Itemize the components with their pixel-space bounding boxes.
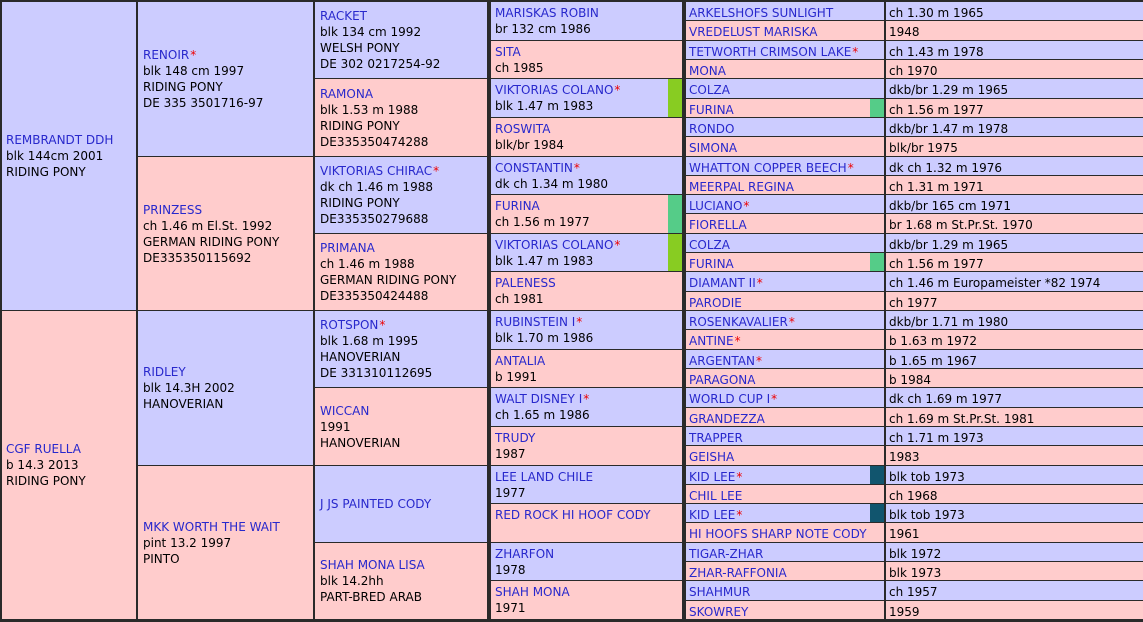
pedigree-gen5-info-cell <box>886 523 1143 542</box>
horse-name-link[interactable]: FIORELLA <box>689 218 747 232</box>
pedigree-gen5-info-cell <box>886 485 1143 503</box>
horse-name-link[interactable]: TRAPPER <box>689 431 743 445</box>
horse-name-link[interactable]: SHAH MONA LISA <box>320 558 425 572</box>
horse-detail: ch 1.69 m St.Pr.St. 1981 <box>889 412 1035 426</box>
pedigree-gen5-info-cell <box>886 408 1143 426</box>
pedigree-gen5-name-cell <box>686 118 884 136</box>
pedigree-gen5-info-cell <box>886 388 1143 407</box>
pedigree-gen4-cell <box>491 118 682 156</box>
pedigree-gen5-info-cell <box>886 504 1143 522</box>
horse-name-link[interactable]: COLZA <box>689 83 730 97</box>
pedigree-gen5-name-cell <box>686 485 884 503</box>
horse-detail: ch 1.46 m El.St. 1992 <box>143 218 273 233</box>
pedigree-gen5-info-cell <box>886 446 1143 465</box>
horse-detail: b 1984 <box>889 373 931 387</box>
pedigree-gen5-info-cell <box>886 581 1143 600</box>
horse-detail: b 1991 <box>495 370 537 384</box>
horse-detail: blk 1.70 m 1986 <box>495 331 594 345</box>
horse-detail: blk/br 1975 <box>889 141 958 155</box>
pedigree-gen5-name-cell <box>686 272 884 291</box>
pedigree-gen5-name-cell <box>686 41 884 59</box>
horse-name-link[interactable]: LUCIANO <box>689 199 743 213</box>
horse-name-link[interactable]: ROSENKAVALIER <box>689 315 788 329</box>
pedigree-gen4-cell <box>491 504 682 542</box>
color-marker <box>870 99 884 117</box>
horse-name-link[interactable]: VIKTORIAS COLANO <box>495 238 614 252</box>
horse-name-link[interactable]: TRUDY <box>495 431 536 445</box>
horse-detail: ch 1.30 m 1965 <box>889 6 984 20</box>
horse-detail: pint 13.2 1997 <box>143 535 232 550</box>
horse-detail: ch 1.56 m 1977 <box>889 103 984 117</box>
horse-detail: 1971 <box>495 601 526 615</box>
horse-detail: dkb/br 1.47 m 1978 <box>889 122 1009 136</box>
pedigree-gen4-cell <box>491 2 682 40</box>
pedigree-gen2-sd <box>138 157 313 310</box>
pedigree-gen4-cell <box>491 272 682 310</box>
pedigree-gen5-info-cell <box>886 157 1143 175</box>
pedigree-gen5-info-cell <box>886 2 1143 20</box>
pedigree-gen5-info-cell <box>886 99 1143 117</box>
horse-detail: 1961 <box>889 527 920 541</box>
pedigree-gen5-name-cell <box>686 504 884 522</box>
horse-detail: dkb/br 1.71 m 1980 <box>889 315 1009 329</box>
star-marker: * <box>852 45 859 59</box>
horse-name-link[interactable]: PRIMANA <box>320 241 375 255</box>
star-marker: * <box>743 199 750 213</box>
horse-name-link[interactable]: CONSTANTIN <box>495 161 573 175</box>
star-marker: * <box>614 238 621 252</box>
pedigree-gen5-name-cell <box>686 466 884 484</box>
horse-detail: blk 14.2hh <box>320 574 384 588</box>
horse-name-link[interactable]: WHATTON COPPER BEECH <box>689 161 847 175</box>
horse-detail: dk ch 1.46 m 1988 <box>320 180 433 194</box>
horse-name-link[interactable]: LEE LAND CHILE <box>495 470 594 484</box>
pedigree-gen5-name-cell <box>686 99 884 117</box>
horse-detail: br 1.68 m St.Pr.St. 1970 <box>889 218 1033 232</box>
pedigree-gen3-dsd <box>315 388 487 465</box>
horse-detail: RIDING PONY <box>320 118 400 133</box>
horse-detail: ch 1.65 m 1986 <box>495 408 590 422</box>
pedigree-gen5-name-cell <box>686 388 884 407</box>
horse-detail: dk ch 1.32 m 1976 <box>889 161 1002 175</box>
pedigree-gen4-cell <box>491 234 682 271</box>
pedigree-gen5-name-cell <box>686 446 884 465</box>
horse-name-link[interactable]: PARAGONA <box>689 373 756 387</box>
color-marker <box>668 234 682 271</box>
horse-detail: DE335350474288 <box>320 134 429 149</box>
pedigree-gen2-dd <box>138 466 313 619</box>
pedigree-gen5-name-cell <box>686 311 884 329</box>
horse-detail: HANOVERIAN <box>143 397 224 411</box>
horse-detail: 1959 <box>889 605 920 619</box>
star-marker: * <box>583 392 590 406</box>
horse-name-link[interactable]: CHIL LEE <box>689 489 743 503</box>
pedigree-gen5-info-cell <box>886 292 1143 310</box>
horse-name-link[interactable]: PALENESS <box>495 276 556 290</box>
pedigree-gen5-info-cell <box>886 176 1143 194</box>
horse-detail: RIDING PONY <box>320 196 400 210</box>
star-marker: * <box>788 315 795 329</box>
horse-detail: HANOVERIAN <box>320 435 401 450</box>
horse-detail: ch 1968 <box>889 489 938 503</box>
horse-name-link[interactable]: ROTSPON <box>320 318 379 332</box>
horse-detail: blk tob 1973 <box>889 470 965 484</box>
horse-detail: DE 302 0217254-92 <box>320 57 441 71</box>
horse-detail: PART-BRED ARAB <box>320 590 422 604</box>
horse-name-link[interactable]: PRINZESS <box>143 202 203 217</box>
horse-detail: ch 1.31 m 1971 <box>889 180 984 194</box>
horse-detail: blk 144cm 2001 <box>6 149 104 163</box>
horse-detail: blk 1.47 m 1983 <box>495 99 594 113</box>
horse-detail: blk 1972 <box>889 547 942 561</box>
horse-detail: HANOVERIAN <box>320 350 401 364</box>
pedigree-gen4-cell <box>491 581 682 619</box>
horse-detail: dkb/br 165 cm 1971 <box>889 199 1011 213</box>
horse-detail: blk tob 1973 <box>889 508 965 522</box>
pedigree-gen5-name-cell <box>686 369 884 387</box>
pedigree-gen5-name-cell <box>686 408 884 426</box>
pedigree-gen5-info-cell <box>886 253 1143 271</box>
horse-name-link[interactable]: RUBINSTEIN I <box>495 315 576 329</box>
horse-name-link[interactable]: ZHARFON <box>495 547 555 561</box>
horse-name-link[interactable]: SHAHMUR <box>689 585 751 599</box>
pedigree-gen4-cell <box>491 427 682 465</box>
horse-detail: ch 1.56 m 1977 <box>495 215 590 229</box>
star-marker: * <box>736 470 743 484</box>
pedigree-gen5-info-cell <box>886 466 1143 484</box>
star-marker: * <box>190 48 197 62</box>
pedigree-gen3-sds <box>315 157 487 233</box>
horse-name-link[interactable]: HI HOOFS SHARP NOTE CODY <box>689 527 867 541</box>
pedigree-gen2-ds <box>138 311 313 465</box>
horse-detail: ch 1985 <box>495 61 544 75</box>
pedigree-gen5-name-cell <box>686 176 884 194</box>
pedigree-gen5-name-cell <box>686 350 884 368</box>
horse-detail: blk 1.53 m 1988 <box>320 102 419 117</box>
horse-name-link[interactable]: KID LEE <box>689 470 736 484</box>
horse-name-link[interactable]: WICCAN <box>320 403 370 418</box>
horse-name-link[interactable]: ROSWITA <box>495 122 551 136</box>
color-marker <box>870 504 884 522</box>
star-marker: * <box>847 161 854 175</box>
horse-detail: PINTO <box>143 551 180 566</box>
horse-detail: b 1.63 m 1972 <box>889 334 978 348</box>
horse-detail: ch 1.46 m 1988 <box>320 257 415 271</box>
horse-detail: 1977 <box>495 486 526 500</box>
pedigree-gen5-name-cell <box>686 427 884 445</box>
horse-name-link[interactable]: VIKTORIAS CHIRAC <box>320 164 433 178</box>
horse-name-link[interactable]: RACKET <box>320 9 368 23</box>
horse-detail: br 132 cm 1986 <box>495 22 591 36</box>
horse-name-link[interactable]: MARISKAS ROBIN <box>495 6 599 20</box>
horse-name-link[interactable]: RAMONA <box>320 86 374 101</box>
color-marker <box>870 253 884 271</box>
horse-name-link[interactable]: SITA <box>495 45 521 59</box>
horse-name-link[interactable]: FURINA <box>689 103 734 117</box>
horse-name-link[interactable]: ANTALIA <box>495 354 546 368</box>
star-marker: * <box>614 83 621 97</box>
pedigree-gen5-info-cell <box>886 330 1143 349</box>
horse-name-link[interactable]: ANTINE <box>689 334 734 348</box>
horse-detail: DE335350424488 <box>320 289 429 303</box>
pedigree-gen5-info-cell <box>886 427 1143 445</box>
pedigree-gen5-name-cell <box>686 562 884 580</box>
horse-detail: DE335350115692 <box>143 250 252 265</box>
pedigree-gen4-cell <box>491 41 682 78</box>
horse-detail: DE 335 3501716-97 <box>143 96 264 110</box>
pedigree-gen5-name-cell <box>686 214 884 233</box>
pedigree-gen5-info-cell <box>886 195 1143 213</box>
horse-name-link[interactable]: RED ROCK HI HOOF CODY <box>495 508 651 522</box>
pedigree-gen4-cell <box>491 466 682 503</box>
horse-name-link[interactable]: TETWORTH CRIMSON LAKE <box>689 45 852 59</box>
horse-name-link[interactable]: FURINA <box>689 257 734 271</box>
color-marker <box>668 79 682 117</box>
pedigree-gen5-name-cell <box>686 330 884 349</box>
pedigree-gen5-name-cell <box>686 60 884 78</box>
pedigree-gen5-info-cell <box>886 562 1143 580</box>
horse-detail: ch 1.56 m 1977 <box>889 257 984 271</box>
horse-name-link[interactable]: VREDELUST MARISKA <box>689 25 818 39</box>
pedigree-gen5-info-cell <box>886 41 1143 59</box>
pedigree-gen4-cell <box>491 388 682 426</box>
horse-detail: 1987 <box>495 447 526 461</box>
horse-name-link[interactable]: ARKELSHOFS SUNLIGHT <box>689 6 834 20</box>
horse-detail: 1978 <box>495 563 526 577</box>
horse-detail: blk 1.47 m 1983 <box>495 254 594 268</box>
horse-name-link[interactable]: TIGAR-ZHAR <box>689 547 764 561</box>
pedigree-gen5-name-cell <box>686 2 884 20</box>
horse-detail: DE335350279688 <box>320 212 429 226</box>
horse-detail: 1991 <box>320 419 351 434</box>
pedigree-gen4-cell <box>491 543 682 580</box>
horse-detail: blk/br 1984 <box>495 138 564 152</box>
pedigree-gen4-cell <box>491 79 682 117</box>
horse-detail: ch 1981 <box>495 292 544 306</box>
horse-name-link[interactable]: J JS PAINTED CODY <box>320 497 432 511</box>
horse-name-link[interactable]: ZHAR-RAFFONIA <box>689 566 787 580</box>
color-marker <box>870 466 884 484</box>
pedigree-gen4-cell <box>491 195 682 233</box>
horse-name-link[interactable]: MKK WORTH THE WAIT <box>143 519 280 534</box>
pedigree-gen5-info-cell <box>886 118 1143 136</box>
horse-detail: 1948 <box>889 25 920 39</box>
pedigree-gen5-info-cell <box>886 543 1143 561</box>
pedigree-gen5-name-cell <box>686 234 884 252</box>
pedigree-gen5-name-cell <box>686 581 884 600</box>
horse-detail: RIDING PONY <box>6 165 86 179</box>
horse-detail: blk 134 cm 1992 <box>320 25 422 39</box>
horse-detail: dkb/br 1.29 m 1965 <box>889 83 1009 97</box>
star-marker: * <box>573 161 580 175</box>
horse-name-link[interactable]: MEERPAL REGINA <box>689 180 794 194</box>
horse-name-link[interactable]: RONDO <box>689 122 735 136</box>
pedigree-gen5-info-cell <box>886 234 1143 252</box>
horse-name-link[interactable]: WALT DISNEY I <box>495 392 583 406</box>
horse-name-link[interactable]: FURINA <box>495 199 540 213</box>
horse-detail: RIDING PONY <box>143 80 223 94</box>
horse-name-link[interactable]: PARODIE <box>689 296 742 310</box>
pedigree-gen3-dds <box>315 466 487 542</box>
horse-name-link[interactable]: ARGENTAN <box>689 354 755 368</box>
pedigree-gen5-name-cell <box>686 543 884 561</box>
horse-detail: 1983 <box>889 450 920 464</box>
pedigree-gen5-info-cell <box>886 369 1143 387</box>
horse-detail: b 14.3 2013 <box>6 458 79 472</box>
horse-detail: blk 1973 <box>889 566 942 580</box>
pedigree-gen1-s <box>2 2 136 310</box>
star-marker: * <box>771 392 778 406</box>
horse-detail: dk ch 1.69 m 1977 <box>889 392 1002 406</box>
horse-name-link[interactable]: GEISHA <box>689 450 735 464</box>
pedigree-gen5-name-cell <box>686 137 884 156</box>
pedigree-gen5-name-cell <box>686 253 884 271</box>
pedigree-gen3-ddd <box>315 543 487 619</box>
pedigree-gen5-info-cell <box>886 311 1143 329</box>
star-marker: * <box>576 315 583 329</box>
pedigree-gen5-info-cell <box>886 60 1143 78</box>
pedigree-gen5-info-cell <box>886 21 1143 40</box>
horse-name-link[interactable]: COLZA <box>689 238 730 252</box>
horse-detail: ch 1957 <box>889 585 938 599</box>
horse-name-link[interactable]: CGF RUELLA <box>6 442 81 456</box>
star-marker: * <box>756 354 762 368</box>
horse-name-link[interactable]: MONA <box>689 64 726 78</box>
star-marker: * <box>379 318 386 332</box>
horse-detail: DE 331310112695 <box>320 366 433 380</box>
pedigree-gen5-info-cell <box>886 137 1143 156</box>
pedigree-gen4-cell <box>491 157 682 194</box>
pedigree-gen3-sdd <box>315 234 487 310</box>
pedigree-gen5-name-cell <box>686 523 884 542</box>
pedigree-gen2-ss <box>138 2 313 156</box>
horse-detail: blk 148 cm 1997 <box>143 64 245 78</box>
horse-name-link[interactable]: SIMONA <box>689 141 738 155</box>
horse-detail: GERMAN RIDING PONY <box>320 273 457 287</box>
horse-detail: RIDING PONY <box>6 474 86 488</box>
horse-name-link[interactable]: DIAMANT II <box>689 276 756 290</box>
horse-detail: ch 1977 <box>889 296 938 310</box>
pedigree-gen1-d <box>2 311 136 619</box>
horse-name-link[interactable]: RENOIR <box>143 48 190 62</box>
horse-detail: GERMAN RIDING PONY <box>143 234 280 249</box>
horse-detail: ch 1.46 m Europameister *82 1974 <box>889 276 1101 290</box>
horse-name-link[interactable]: SHAH MONA <box>495 585 570 599</box>
horse-detail: dkb/br 1.29 m 1965 <box>889 238 1009 252</box>
pedigree-gen5-name-cell <box>686 21 884 40</box>
horse-detail: dk ch 1.34 m 1980 <box>495 177 608 191</box>
horse-detail: ch 1.71 m 1973 <box>889 431 984 445</box>
horse-name-link[interactable]: REMBRANDT DDH <box>6 133 114 147</box>
pedigree-gen5-name-cell <box>686 79 884 98</box>
pedigree-gen5-info-cell <box>886 79 1143 98</box>
pedigree-gen5-name-cell <box>686 292 884 310</box>
pedigree-gen5-info-cell <box>886 272 1143 291</box>
horse-name-link[interactable]: WORLD CUP I <box>689 392 771 406</box>
star-marker: * <box>756 276 763 290</box>
pedigree-gen4-cell <box>491 311 682 349</box>
star-marker: * <box>736 508 743 522</box>
pedigree-gen5-info-cell <box>886 350 1143 368</box>
pedigree-gen5-name-cell <box>686 195 884 213</box>
horse-name-link[interactable]: GRANDEZZA <box>689 412 765 426</box>
horse-detail: blk 14.3H 2002 <box>143 381 235 395</box>
horse-detail: ch 1.43 m 1978 <box>889 45 984 59</box>
horse-name-link[interactable]: SKOWREY <box>689 605 749 619</box>
star-marker: * <box>433 164 440 178</box>
color-marker <box>668 195 682 233</box>
horse-detail: WELSH PONY <box>320 41 400 55</box>
horse-name-link[interactable]: KID LEE <box>689 508 736 522</box>
horse-detail: blk 1.68 m 1995 <box>320 334 419 348</box>
pedigree-gen5-name-cell <box>686 157 884 175</box>
pedigree-gen3-sss <box>315 2 487 78</box>
pedigree-gen5-name-cell <box>686 601 884 619</box>
pedigree-gen5-info-cell <box>886 601 1143 619</box>
horse-name-link[interactable]: RIDLEY <box>143 365 186 379</box>
horse-name-link[interactable]: VIKTORIAS COLANO <box>495 83 614 97</box>
pedigree-gen4-cell <box>491 350 682 387</box>
horse-detail: ch 1970 <box>889 64 938 78</box>
pedigree-gen3-dss <box>315 311 487 387</box>
horse-detail: b 1.65 m 1967 <box>889 354 978 368</box>
pedigree-gen5-info-cell <box>886 214 1143 233</box>
star-marker: * <box>734 334 741 348</box>
pedigree-gen3-ssd <box>315 79 487 156</box>
